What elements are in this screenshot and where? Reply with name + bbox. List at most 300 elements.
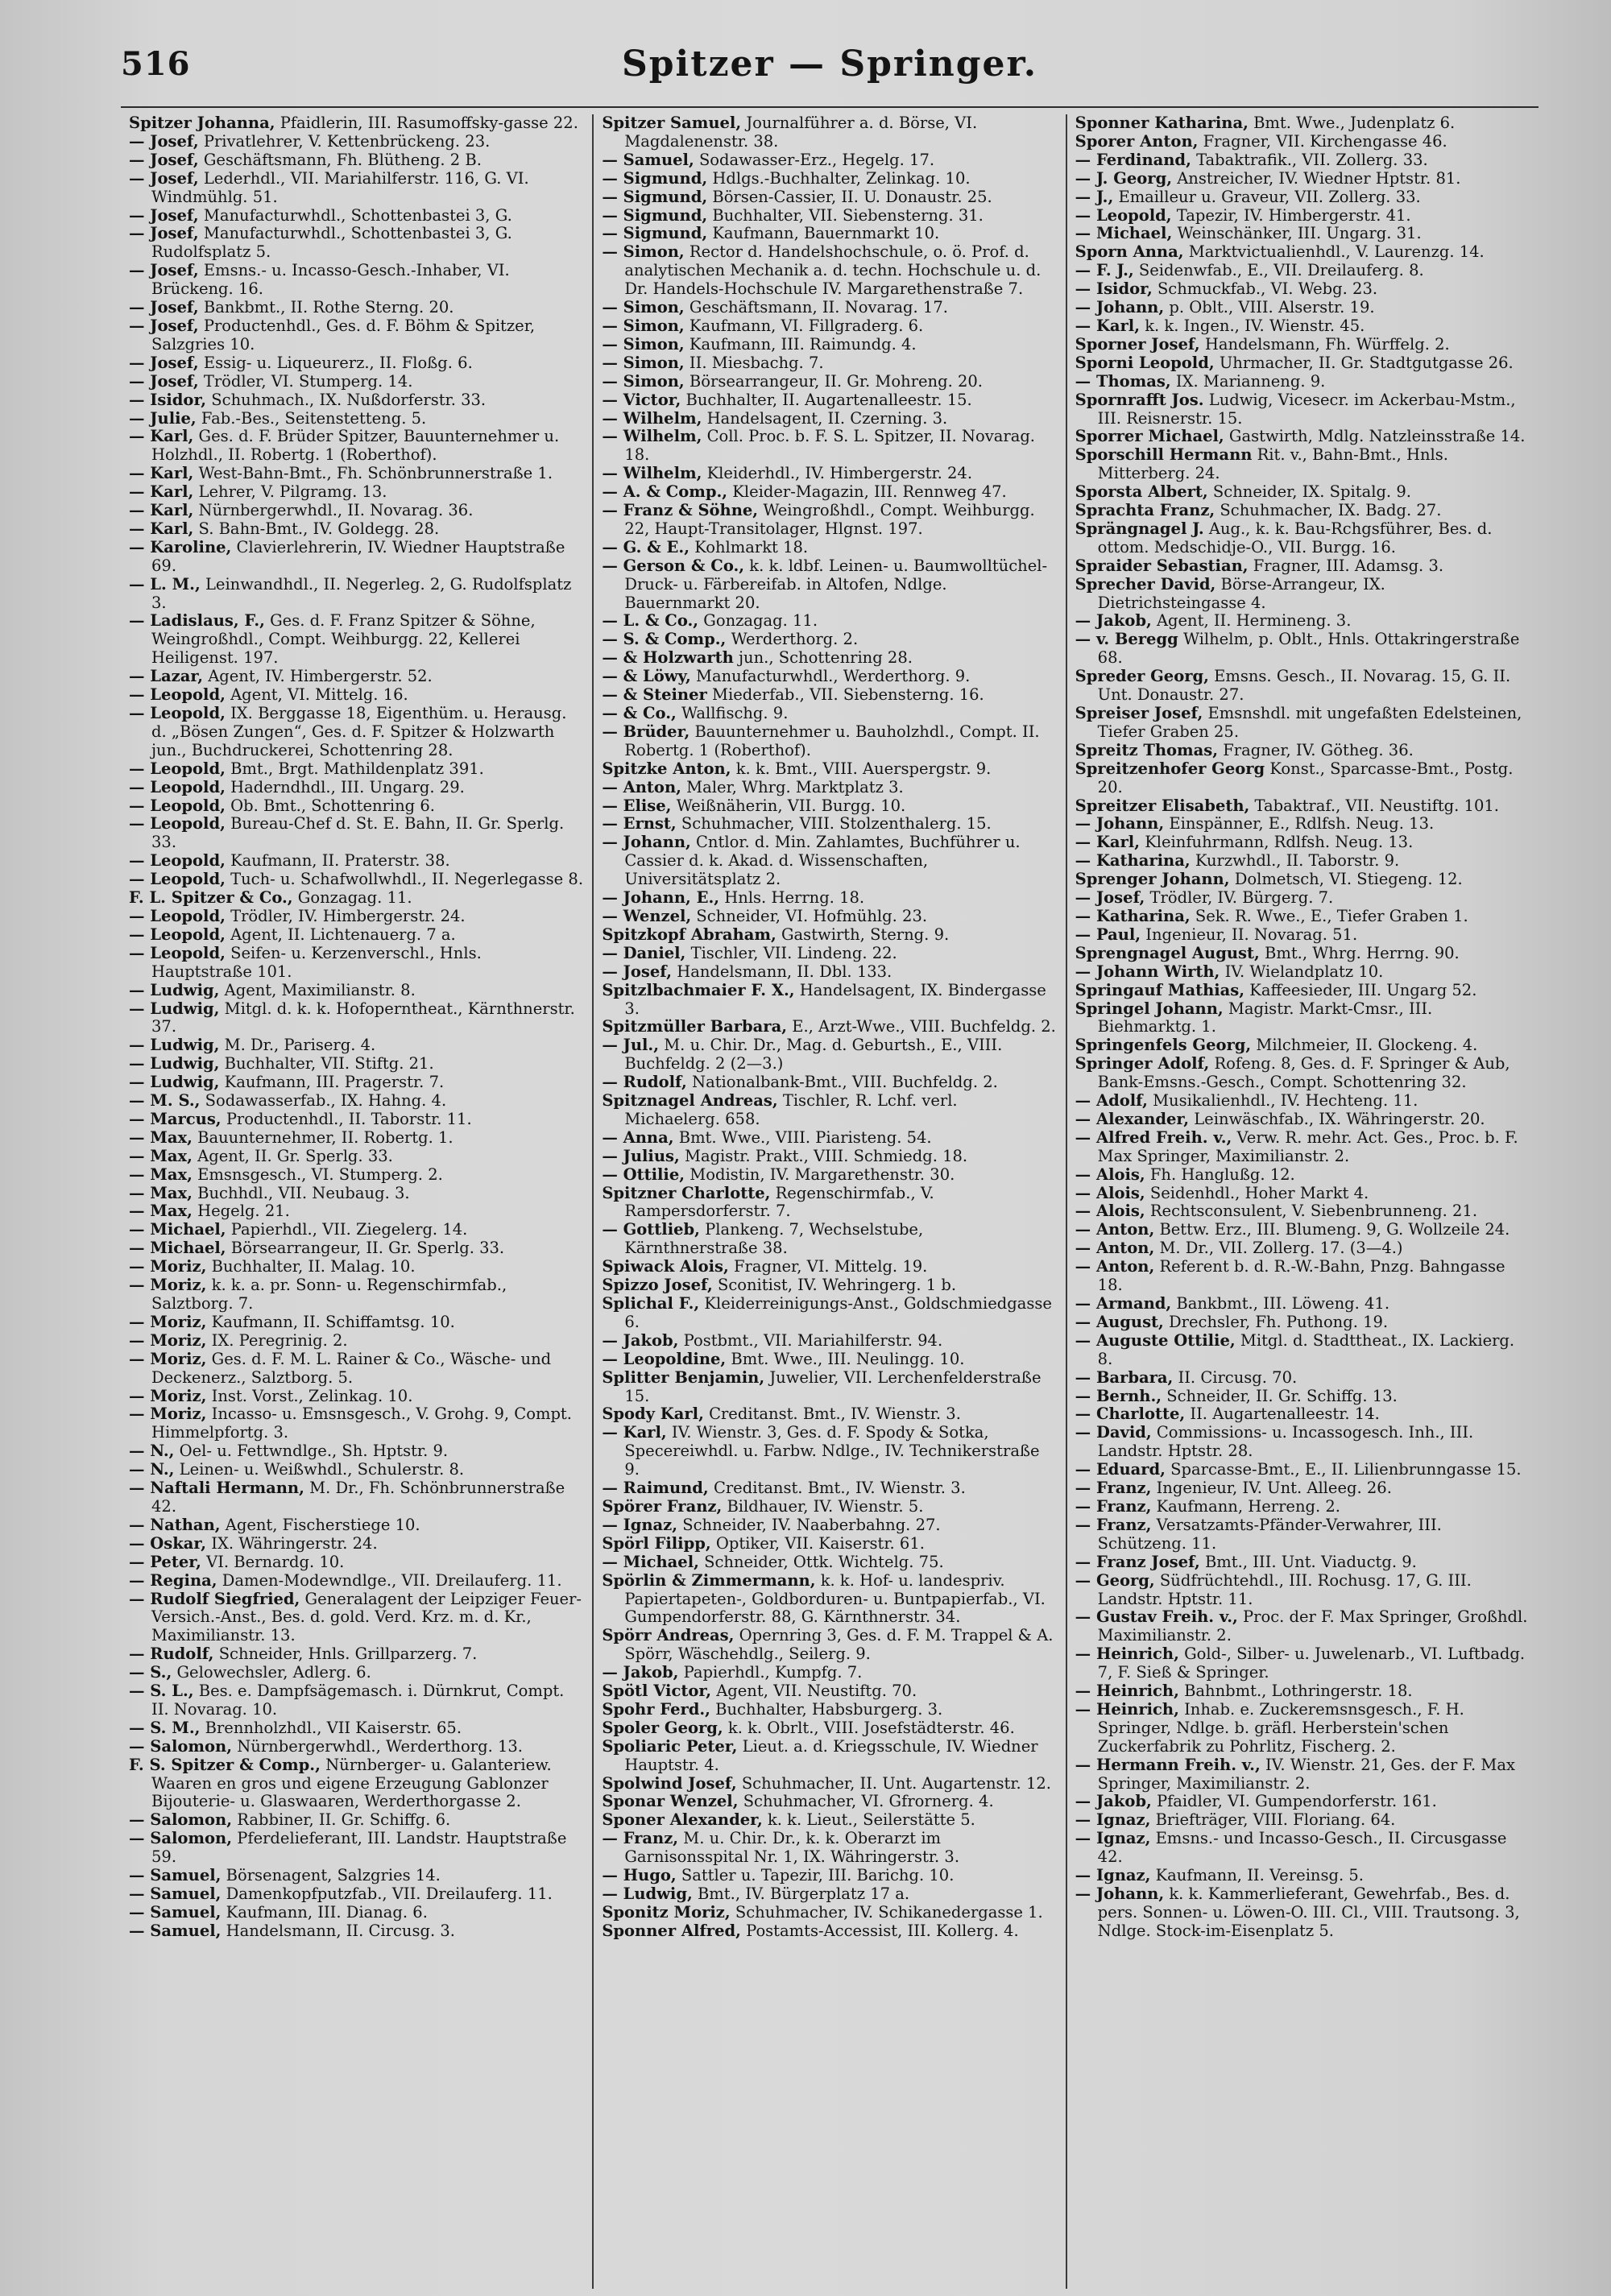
entry-details: Kleiderhdl., IV. Himbergerstr. 24.	[706, 464, 973, 483]
directory-entry	[1075, 354, 1530, 373]
entry-details: Bmt., IV. Bürgerplatz 17 a.	[697, 1884, 910, 1903]
entry-name: — Jakob,	[602, 1663, 679, 1682]
entry-name: — S. & Comp.,	[602, 630, 727, 649]
entry-details: Rabbiner, II. Gr. Schiffg. 6.	[237, 1810, 451, 1830]
entry-details: Creditanst. Bmt., IV. Wienstr. 3.	[713, 1479, 966, 1498]
entry-name: — Josef,	[129, 316, 199, 335]
entry-details: Optiker, VII. Kaiserstr. 61.	[715, 1533, 925, 1553]
directory-entry	[129, 465, 584, 483]
entry-details: Agent, Maximilianstr. 8.	[224, 980, 416, 999]
entry-details: II. Miesbachg. 7.	[689, 353, 824, 372]
directory-entry	[1075, 1811, 1530, 1830]
entry-name: — Charlotte,	[1075, 1404, 1186, 1424]
entry-details: II. Augartenalleestr. 14.	[1190, 1404, 1380, 1424]
entry-name: — Sigmund,	[602, 187, 708, 206]
entry-name: — Leopold,	[129, 685, 226, 705]
directory-entry	[602, 1221, 1057, 1258]
directory-entry	[602, 373, 1057, 391]
entry-details: Drechsler, Fh. Puthong. 19.	[1169, 1312, 1389, 1331]
directory-entry	[602, 1775, 1057, 1793]
directory-entry	[1075, 1793, 1530, 1811]
entry-details: Haderndhdl., III. Ungarg. 29.	[230, 777, 465, 796]
entry-details: Agent, IV. Himbergerstr. 52.	[208, 667, 433, 686]
directory-entry	[1075, 815, 1530, 834]
directory-entry	[602, 428, 1057, 465]
entry-name: Sprängnagel J.	[1075, 519, 1204, 538]
entry-details: Lehrer, V. Pilgramg. 13.	[198, 482, 387, 502]
directory-entry	[1075, 1388, 1530, 1406]
directory-entry	[602, 1535, 1057, 1553]
entry-details: Hnls. Herrng. 18.	[724, 888, 865, 908]
entry-name: — Leopoldine,	[602, 1349, 727, 1368]
directory-entry	[129, 1591, 584, 1646]
entry-name: Sponer Alexander,	[602, 1810, 763, 1830]
entry-name: Spizzo Josef,	[602, 1276, 713, 1295]
entry-name: — S. M.,	[129, 1718, 201, 1737]
entry-name: — Max,	[129, 1165, 193, 1184]
entry-details: Ludwig, Vicesecr. im Ackerbau-Mstm., III. Reisnerstr. 15.	[1097, 390, 1516, 428]
entry-details: II. Circusg. 70.	[1178, 1367, 1298, 1387]
entry-name: — Michael,	[602, 1552, 699, 1571]
entry-name: — Ignaz,	[602, 1515, 678, 1534]
entry-details: Börsenagent, Salzgries 14.	[226, 1866, 441, 1885]
directory-entry	[1075, 1424, 1530, 1461]
entry-name: — Simon,	[602, 316, 685, 335]
directory-entry	[602, 151, 1057, 170]
directory-entry	[129, 1313, 584, 1332]
directory-entry	[1075, 612, 1530, 631]
entry-name: — Georg,	[1075, 1570, 1155, 1590]
directory-entry	[129, 114, 584, 133]
directory-entry	[1075, 446, 1530, 483]
directory-entry	[1075, 1572, 1530, 1609]
entry-details: Anstreicher, IV. Wiedner Hptstr. 81.	[1177, 168, 1461, 188]
entry-details: Tischler, R. Lchf. verl. Michaelerg. 658.	[624, 1091, 958, 1128]
directory-entry	[129, 1885, 584, 1904]
directory-entry	[1075, 1701, 1530, 1756]
directory-entry	[129, 612, 584, 668]
directory-entry	[602, 945, 1057, 963]
directory-entry	[129, 1830, 584, 1867]
directory-entry	[129, 797, 584, 816]
entry-name: — Leopold,	[129, 925, 226, 944]
entry-name: — Franz,	[1075, 1479, 1152, 1498]
entry-name: — Josef,	[129, 131, 199, 151]
directory-entry	[602, 557, 1057, 613]
directory-entry	[129, 1461, 584, 1479]
entry-details: Ingenieur, II. Novarag. 51.	[1145, 925, 1358, 944]
column-2	[594, 114, 1066, 2289]
entry-name: — Josef,	[129, 371, 199, 391]
entry-details: Schneider, Hnls. Grillparzerg. 7.	[218, 1644, 478, 1664]
entry-name: — Ernst,	[602, 814, 677, 834]
directory-entry	[602, 1424, 1057, 1479]
entry-name: Sprecher David,	[1075, 574, 1216, 594]
directory-entry	[129, 1388, 584, 1406]
directory-entry	[602, 1369, 1057, 1406]
directory-entry	[129, 1258, 584, 1276]
entry-name: Spornrafft Jos.	[1075, 390, 1204, 409]
entry-details: Trödler, IV. Himbergerstr. 24.	[230, 906, 466, 925]
entry-details: Bildhauer, IV. Wienstr. 5.	[727, 1496, 924, 1516]
entry-details: Rector d. Handelshochschule, o. ö. Prof. d. analytischen Mechanik a. d. techn. Hochschule u. d. Dr. Handels-Hochschule IV. Margarethenstraße 7.	[624, 242, 1042, 299]
directory-entry	[129, 852, 584, 871]
entry-name: — Oskar,	[129, 1533, 207, 1553]
entry-details: Ges. d. F. M. L. Rainer & Co., Wäsche- und Deckenerz., Salztborg. 5.	[151, 1349, 552, 1387]
entry-name: F. S. Spitzer & Comp.,	[129, 1755, 321, 1774]
entry-details: Bmt. Wwe., VIII. Piaristeng. 54.	[678, 1127, 932, 1147]
directory-entry	[602, 1276, 1057, 1295]
directory-entry	[602, 1148, 1057, 1166]
entry-name: — Moriz,	[129, 1276, 207, 1295]
entry-name: — Armand,	[1075, 1294, 1172, 1313]
entry-name: — Anton,	[1075, 1220, 1155, 1239]
entry-name: — Rudolf,	[602, 1073, 687, 1092]
directory-entry	[1075, 1295, 1530, 1313]
entry-details: Börsearrangeur, II. Gr. Mohreng. 20.	[689, 371, 984, 391]
entry-name: — Adolf,	[1075, 1091, 1148, 1111]
entry-name: Sporsta Albert,	[1075, 482, 1208, 502]
entry-details: Gonzagag. 11.	[703, 611, 818, 631]
entry-details: Lederhdl., VII. Mariahilferstr. 116, G. VI. Windmühlg. 51.	[151, 168, 529, 206]
entry-name: — Alexander,	[1075, 1109, 1190, 1128]
entry-name: Spody Karl,	[602, 1404, 704, 1424]
entry-details: Brennholzhdl., VII Kaiserstr. 65.	[205, 1718, 462, 1737]
entry-details: Commissions- u. Incassogesch. Inh., III. Landstr. Hptstr. 28.	[1097, 1423, 1474, 1461]
entry-name: — Naftali Hermann,	[129, 1479, 304, 1498]
entry-name: — Heinrich,	[1075, 1644, 1179, 1664]
entry-details: M. Dr., VII. Zollerg. 17. (3—4.)	[1159, 1239, 1403, 1258]
entry-details: Kaufmann, Herreng. 2.	[1156, 1496, 1340, 1516]
directory-entry	[129, 1202, 584, 1221]
directory-entry	[1075, 502, 1530, 520]
directory-entry	[129, 502, 584, 520]
entry-name: — v. Beregg	[1075, 630, 1178, 649]
entry-details: Manufacturwhdl., Schottenbastei 3, G. Rudolfsplatz 5.	[151, 224, 512, 262]
entry-details: Fab.-Bes., Seitenstetteng. 5.	[201, 408, 427, 428]
entry-name: — Katharina,	[1075, 851, 1191, 871]
directory-entry	[602, 1738, 1057, 1775]
directory-entry	[1075, 889, 1530, 908]
entry-name: — Sigmund,	[602, 168, 708, 188]
entry-details: Trödler, IV. Bürgerg. 7.	[1149, 888, 1334, 908]
entry-details: Bmt., III. Unt. Viaductg. 9.	[1204, 1552, 1417, 1571]
directory-entry	[129, 1535, 584, 1553]
page-title: Spitzer — Springer.	[621, 43, 1038, 85]
directory-entry	[1075, 963, 1530, 982]
entry-details: Buchhdl., VII. Neubaug. 3.	[197, 1183, 410, 1202]
entry-details: Bmt., Whrg. Herrng. 90.	[1265, 943, 1460, 962]
entry-name: — Max,	[129, 1202, 193, 1221]
entry-details: Bmt., Brgt. Mathildenplatz 391.	[230, 759, 484, 778]
entry-name: — Gustav Freih. v.,	[1075, 1607, 1238, 1627]
directory-entry	[129, 1756, 584, 1812]
directory-entry	[602, 1867, 1057, 1885]
entry-details: k. k. Ingen., IV. Wienstr. 45.	[1145, 316, 1365, 335]
directory-entry	[129, 1553, 584, 1572]
entry-name: — Leopold,	[129, 796, 226, 815]
entry-details: Agent, II. Hermineng. 3.	[1156, 611, 1352, 631]
entry-name: — Josef,	[1075, 888, 1145, 908]
entry-details: Weißnäherin, VII. Burgg. 10.	[676, 796, 906, 815]
entry-details: Sek. R. Wwe., E., Tiefer Graben 1.	[1195, 906, 1468, 925]
directory-entry	[602, 1405, 1057, 1424]
directory-entry	[129, 1000, 584, 1037]
entry-name: — Julie,	[129, 408, 197, 428]
directory-entry	[129, 1516, 584, 1535]
directory-entry	[1075, 1092, 1530, 1111]
directory-entry	[1075, 1313, 1530, 1332]
entry-name: — Samuel,	[129, 1921, 222, 1940]
entry-details: Damen-Modewndlge., VII. Dreilauferg. 11.	[222, 1570, 562, 1590]
entry-name: — Ladislaus, F.,	[129, 611, 265, 631]
entry-details: Fragner, VII. Kirchengasse 46.	[1203, 131, 1447, 151]
entry-name: — G. & E.,	[602, 537, 690, 556]
entry-name: Sprachta Franz,	[1075, 501, 1215, 520]
entry-details: Coll. Proc. b. F. S. L. Spitzer, II. Novarag. 18.	[624, 427, 1035, 465]
entry-name: — J. Georg,	[1075, 168, 1172, 188]
directory-entry	[602, 188, 1057, 207]
entry-details: IV. Wienstr. 3, Ges. d. F. Spody & Sotka, Specereiwhdl. u. Farbw. Ndlge., IV. Technikerstraße 9.	[624, 1423, 1040, 1479]
entry-details: Damenkopfputzfab., VII. Dreilauferg. 11.	[226, 1884, 553, 1903]
entry-details: Schuhmacher, IX. Badg. 27.	[1220, 501, 1442, 520]
entry-details: Tapezir, IV. Himbergerstr. 41.	[1176, 205, 1411, 225]
entry-name: Spitzlbachmaier F. X.,	[602, 980, 795, 999]
entry-name: — S. L.,	[129, 1682, 194, 1701]
entry-name: — August,	[1075, 1312, 1164, 1331]
directory-entry	[129, 889, 584, 908]
entry-details: Buchhalter, II. Malag. 10.	[211, 1257, 416, 1276]
directory-entry	[602, 1258, 1057, 1276]
entry-name: Spitzer Samuel,	[602, 114, 742, 132]
entry-name: — F. J.,	[1075, 261, 1134, 280]
directory-entry	[602, 668, 1057, 686]
entry-details: Inst. Vorst., Zelinkag. 10.	[211, 1386, 413, 1405]
entry-details: Kurzwhdl., II. Taborstr. 9.	[1195, 851, 1400, 871]
entry-name: — Max,	[129, 1146, 193, 1165]
entry-name: — Moriz,	[129, 1330, 207, 1350]
entry-details: Bmt. Wwe., Judenplatz 6.	[1253, 114, 1456, 132]
entry-name: — Isidor,	[1075, 279, 1153, 299]
directory-entry	[129, 1922, 584, 1941]
entry-details: Werderthorg. 2.	[731, 630, 859, 649]
entry-details: M. Dr., Fh. Schönbrunnerstraße 42.	[151, 1479, 565, 1516]
entry-name: Spreder Georg,	[1075, 667, 1209, 686]
directory-entry	[602, 705, 1057, 723]
entry-details: Agent, VI. Mittelg. 16.	[230, 685, 408, 705]
entry-details: Fragner, III. Adamsg. 3.	[1253, 556, 1444, 575]
directory-entry	[1075, 1369, 1530, 1388]
directory-entry	[129, 1351, 584, 1388]
entry-details: West-Bahn-Bmt., Fh. Schönbrunnerstraße 1.	[198, 464, 553, 483]
entry-details: Bahnbmt., Lothringerstr. 18.	[1184, 1682, 1413, 1701]
entry-name: Sponner Katharina,	[1075, 114, 1249, 132]
entry-details: Trödler, VI. Stumperg. 14.	[203, 371, 413, 391]
entry-details: Kleinfuhrmann, Rdlfsh. Neug. 13.	[1145, 833, 1414, 852]
entry-details: Referent b. d. R.-W.-Bahn, Pnzg. Bahngasse 18.	[1097, 1257, 1505, 1295]
entry-details: Inhab. e. Zuckeremsnsgesch., F. H. Springer, Ndlge. b. gräfl. Herberstein'schen Zuckerfabrik zu Pohrlitz, Fischerg. 2.	[1097, 1699, 1464, 1756]
entry-name: — Heinrich,	[1075, 1699, 1179, 1719]
entry-name: — Wilhelm,	[602, 427, 702, 446]
entry-details: Hdlgs.-Buchhalter, Zelinkag. 10.	[712, 168, 971, 188]
directory-entry	[602, 336, 1057, 354]
entry-details: Emsns. Gesch., II. Novarag. 15, G. II. Unt. Donaustr. 27.	[1097, 667, 1511, 705]
directory-entry	[1075, 908, 1530, 926]
entry-name: — Ottilie,	[602, 1165, 685, 1184]
entry-name: — Anton,	[602, 777, 681, 796]
entry-name: — Karoline,	[129, 537, 232, 556]
entry-details: Schuhmacher, VIII. Stolzenthalerg. 15.	[681, 814, 992, 834]
entry-details: Kaufmann, II. Praterstr. 38.	[230, 851, 450, 871]
entry-name: — Hermann Freih. v.,	[1075, 1755, 1261, 1774]
directory-entry	[1075, 262, 1530, 280]
entry-name: Spörlin & Zimmermann,	[602, 1570, 816, 1590]
entry-details: Manufacturwhdl., Schottenbastei 3, G.	[203, 205, 512, 225]
directory-entry	[602, 1572, 1057, 1628]
entry-name: — Simon,	[602, 371, 685, 391]
entry-name: — L. & Co.,	[602, 611, 699, 631]
entry-name: — Simon,	[602, 334, 685, 354]
entry-name: — Salomon,	[129, 1736, 233, 1756]
entry-details: Tischler, VII. Lindeng. 22.	[690, 943, 897, 962]
entry-details: Oel- u. Fettwndlge., Sh. Hptstr. 9.	[179, 1442, 449, 1461]
entry-details: k. k. Kammerlieferant, Gewehrfab., Bes. d. pers. Sonnen- u. Löwen-O. III. Cl., VIII. Trautsong. 3, Ndlge. Stock-im-Eisenplatz 5.	[1097, 1884, 1520, 1940]
directory-entry	[129, 133, 584, 151]
entry-name: — Ignaz,	[1075, 1829, 1151, 1848]
entry-name: — Anton,	[1075, 1257, 1155, 1276]
directory-entry	[129, 151, 584, 170]
directory-entry	[1075, 1202, 1530, 1221]
entry-name: — & Löwy,	[602, 667, 691, 686]
entry-name: — Karl,	[1075, 833, 1140, 852]
directory-entry	[129, 908, 584, 926]
directory-entry	[1075, 520, 1530, 557]
directory-entry	[1075, 668, 1530, 705]
entry-name: — Rudolf Siegfried,	[129, 1589, 300, 1608]
entry-details: Modistin, IV. Margarethenstr. 30.	[690, 1165, 955, 1184]
directory-entry	[1075, 1461, 1530, 1479]
directory-entry	[129, 539, 584, 576]
entry-name: — Moriz,	[129, 1404, 207, 1424]
directory-entry	[129, 373, 584, 391]
entry-details: Privatlehrer, V. Kettenbrückeng. 23.	[203, 131, 491, 151]
entry-details: Seifen- u. Kerzenverschl., Hnls. Hauptstraße 101.	[151, 943, 482, 981]
entry-details: Agent, II. Gr. Sperlg. 33.	[197, 1146, 393, 1165]
directory-entry	[129, 1479, 584, 1516]
directory-entry	[129, 686, 584, 705]
entry-name: — Julius,	[602, 1146, 680, 1165]
directory-entry	[602, 1332, 1057, 1351]
entry-name: — Brüder,	[602, 722, 690, 741]
entry-name: Spitzer Johanna,	[129, 114, 275, 132]
entry-details: IX. Peregrinig. 2.	[211, 1330, 348, 1350]
directory-entry	[1075, 742, 1530, 760]
entry-details: Agent, II. Lichtenauerg. 7 a.	[230, 925, 456, 944]
directory-entry	[602, 1701, 1057, 1719]
entry-name: — Bernh.,	[1075, 1386, 1162, 1405]
entry-name: — Jakob,	[602, 1330, 679, 1350]
directory-entry	[129, 1811, 584, 1830]
entry-name: Spolwind Josef,	[602, 1773, 737, 1793]
entry-name: — Ludwig,	[129, 999, 220, 1018]
entry-details: Sodawasser-Erz., Hegelg. 17.	[698, 150, 935, 169]
entry-details: Cntlor. d. Min. Zahlamtes, Buchführer u. Cassier d. k. Akad. d. Wissenschaften, Universitätsplatz 2.	[624, 833, 1021, 889]
entry-name: Spörl Filipp,	[602, 1533, 711, 1553]
entry-details: Kaufmann, III. Pragerstr. 7.	[224, 1073, 445, 1092]
entry-name: — Ludwig,	[602, 1884, 693, 1903]
entry-details: Kaufmann, III. Dianag. 6.	[226, 1902, 428, 1922]
entry-name: — S.,	[129, 1663, 172, 1682]
directory-entry	[602, 723, 1057, 760]
entry-details: k. k. a. pr. Sonn- u. Regenschirmfab., Salztborg. 7.	[151, 1276, 507, 1313]
entry-details: Handelsmann, Fh. Würffelg. 2.	[1204, 334, 1450, 354]
entry-details: Versatzamts-Pfänder-Verwahrer, III. Schützeng. 11.	[1097, 1515, 1442, 1553]
directory-entry	[129, 1719, 584, 1738]
entry-name: — Victor,	[602, 390, 681, 409]
entry-details: Schuhmacher, II. Unt. Augartenstr. 12.	[741, 1773, 1051, 1793]
entry-name: — Alois,	[1075, 1202, 1145, 1221]
entry-name: — Karl,	[129, 427, 194, 446]
entry-details: Aug., k. k. Bau-Rchgsführer, Bes. d. ottom. Medschidje-O., VII. Burgg. 16.	[1097, 519, 1493, 556]
entry-name: — Karl,	[602, 1423, 667, 1442]
entry-details: Ob. Bmt., Schottenring 6.	[230, 796, 435, 815]
entry-name: — Karl,	[1075, 316, 1140, 335]
directory-entry	[129, 982, 584, 1000]
directory-entry	[1075, 1479, 1530, 1498]
entry-details: Schneider, IV. Naaberbahng. 27.	[682, 1515, 941, 1534]
entry-name: — Barbara,	[1075, 1367, 1174, 1387]
entry-name: Sponitz Moriz,	[602, 1902, 731, 1922]
entry-details: Wallfischg. 9.	[681, 704, 789, 722]
directory-entry	[602, 1185, 1057, 1222]
directory-entry	[602, 114, 1057, 151]
directory-entry	[602, 649, 1057, 668]
entry-details: Nürnbergerwhdl., II. Novarag. 36.	[198, 501, 474, 520]
entry-details: Rechtsconsulent, V. Siebenbrunneng. 21.	[1149, 1202, 1478, 1221]
entry-details: Dolmetsch, VI. Stiegeng. 12.	[1234, 870, 1463, 889]
entry-name: — Simon,	[602, 353, 685, 372]
entry-details: Proc. der F. Max Springer, Großhdl. Maximilianstr. 2.	[1097, 1607, 1528, 1645]
entry-name: — Leopold,	[129, 777, 226, 796]
entry-name: — Heinrich,	[1075, 1682, 1179, 1701]
directory-entry	[602, 391, 1057, 410]
entry-details: Ingenieur, IV. Unt. Alleeg. 26.	[1156, 1479, 1392, 1498]
entry-name: — Karl,	[129, 501, 194, 520]
entry-details: Journalführer a. d. Börse, VI. Magdalenenstr. 38.	[624, 114, 978, 151]
directory-entry	[602, 502, 1057, 539]
entry-name: — Moriz,	[129, 1257, 207, 1276]
entry-details: Papierhdl., Kumpfg. 7.	[683, 1663, 863, 1682]
entry-details: Schneider, IX. Spitalg. 9.	[1212, 482, 1411, 502]
directory-entry	[602, 1811, 1057, 1830]
directory-entry	[129, 1904, 584, 1922]
entry-name: — Josef,	[129, 353, 199, 372]
entry-details: Bmt. Wwe., III. Neulingg. 10.	[731, 1349, 965, 1368]
directory-entry	[1075, 1332, 1530, 1369]
entry-details: Handelsagent, II. Czerning. 3.	[706, 408, 948, 428]
directory-entry	[1075, 1682, 1530, 1701]
entry-details: Kohlmarkt 18.	[694, 537, 809, 556]
entry-name: — Moriz,	[129, 1349, 207, 1368]
entry-details: Schuhmacher, VI. Gfrornerg. 4.	[743, 1792, 994, 1811]
directory-entry	[602, 834, 1057, 889]
entry-name: — Rudolf,	[129, 1644, 214, 1664]
directory-entry	[1075, 391, 1530, 428]
entry-name: — Wilhelm,	[602, 464, 702, 483]
entry-details: Emailleur u. Graveur, VII. Zollerg. 33.	[1118, 187, 1421, 206]
directory-entry	[129, 1092, 584, 1111]
entry-name: Spörr Andreas,	[602, 1626, 735, 1645]
